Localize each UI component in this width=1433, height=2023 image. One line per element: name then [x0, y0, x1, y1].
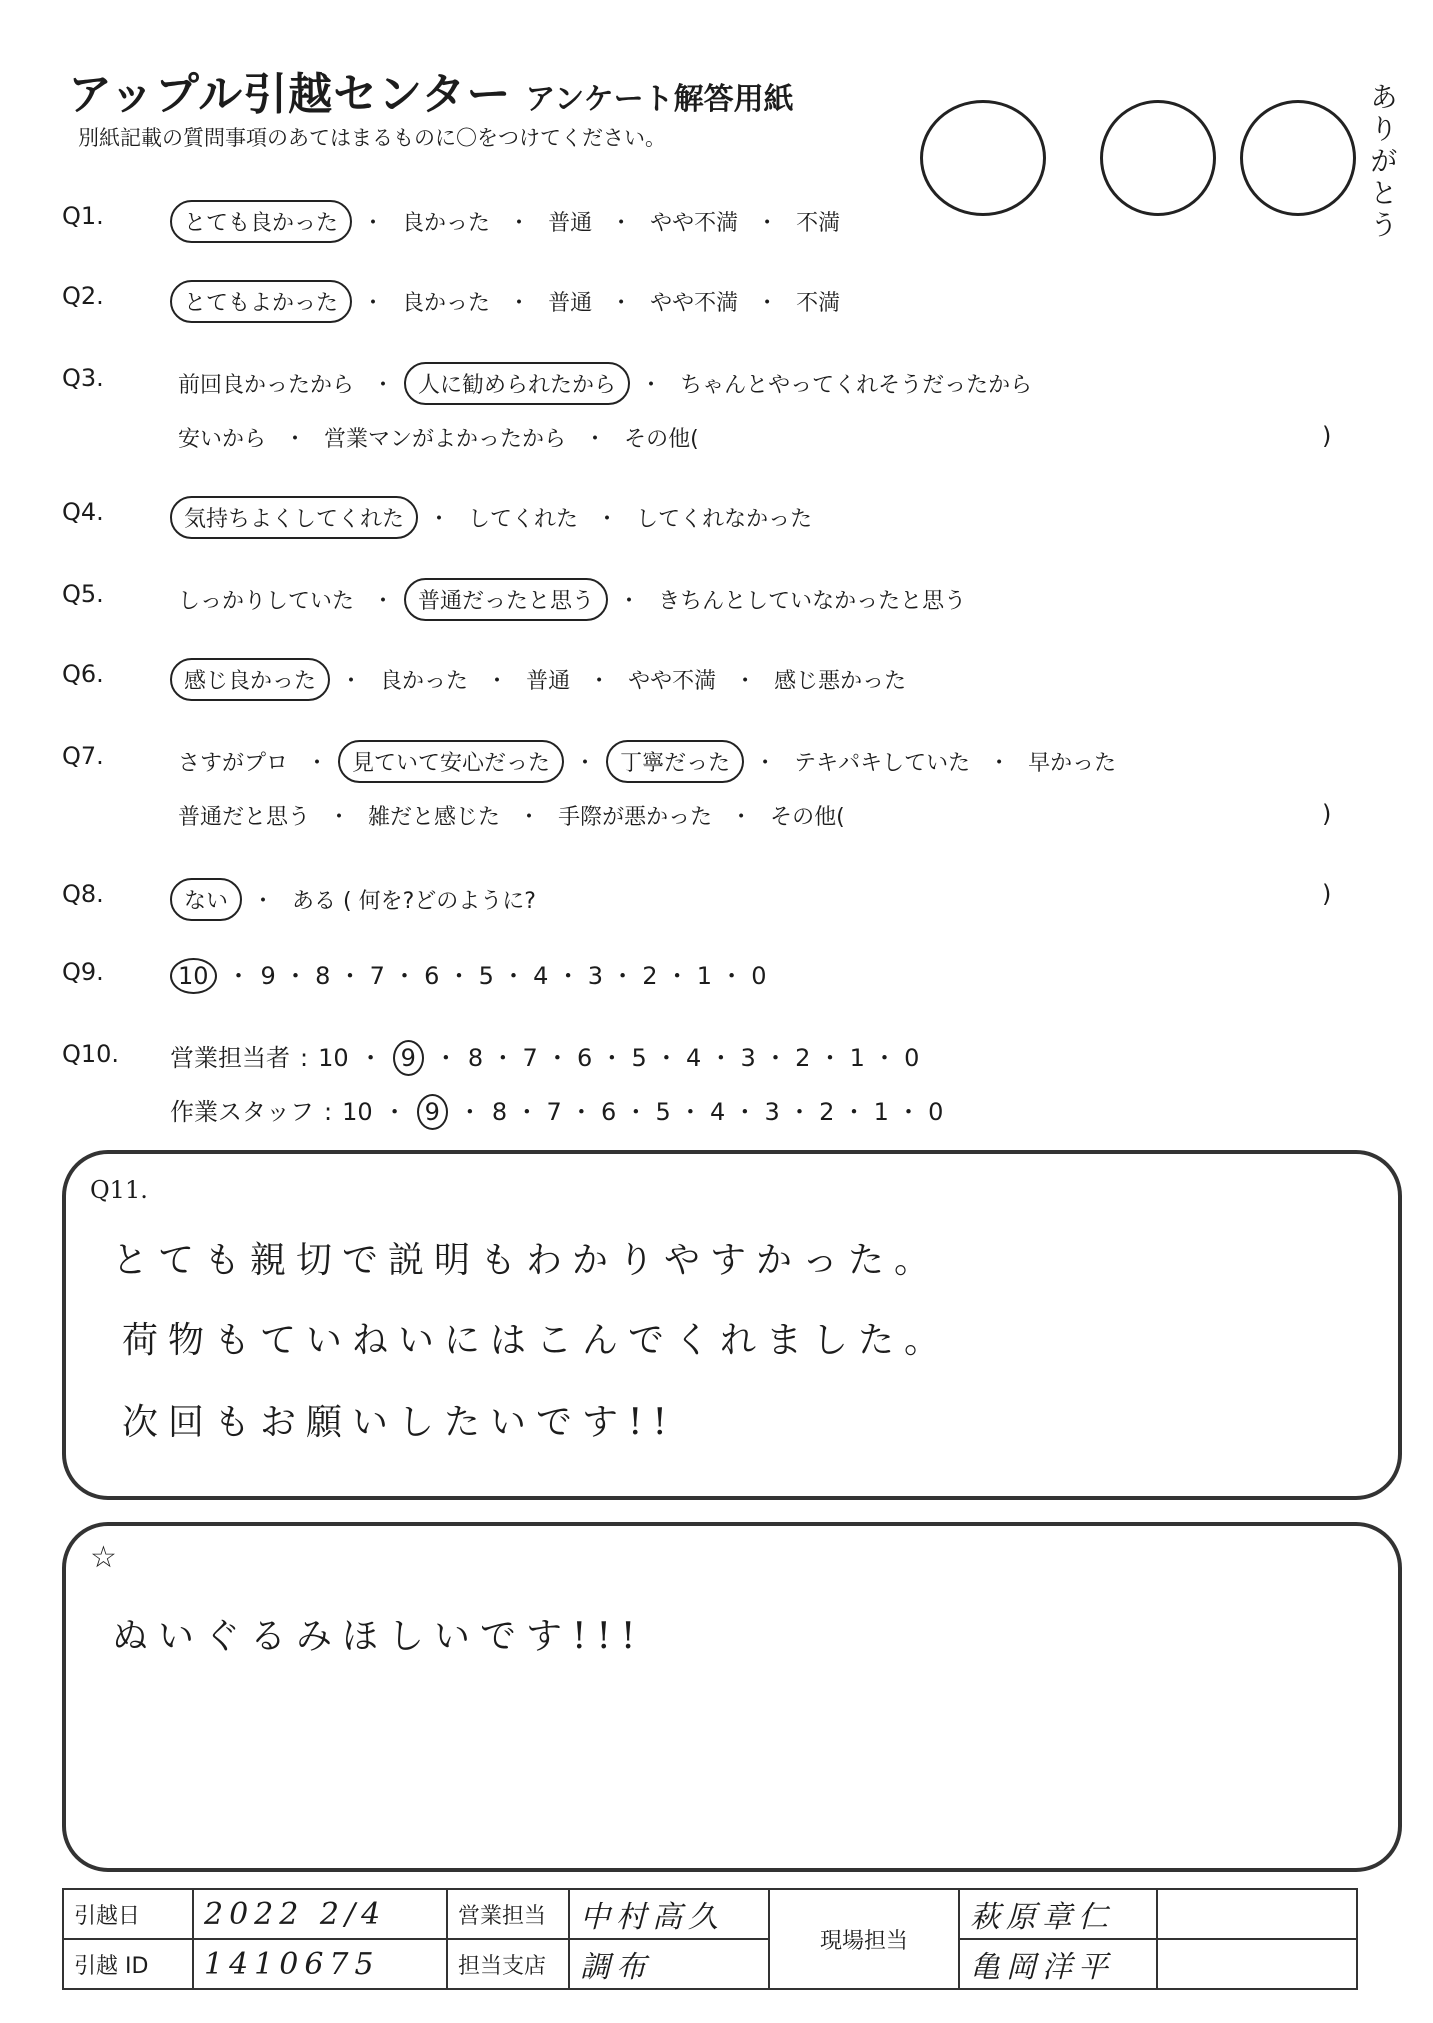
move-date-value: 2022 2/4: [193, 1889, 447, 1939]
q11-answer-line: 次回もお願いしたいです!!: [122, 1402, 677, 1443]
company-name: アップル引越センター: [68, 69, 512, 120]
monkey-mascot-icon: [920, 100, 1046, 216]
q7-options-row2: 普通だと思う ・ 雑だと感じた ・ 手際が悪かった ・ その他(: [170, 798, 853, 833]
q10-row-sales: 営業担当者 : 10 ・ 9 ・ 8 ・ 7 ・ 6 ・ 5 ・ 4 ・ 3 ・ 2 ・ 1 ・ 0: [170, 1038, 919, 1073]
sales-rep-label: 営業担当: [447, 1889, 569, 1939]
q1-option[interactable]: 普通: [548, 211, 593, 236]
q7-option[interactable]: さすがプロ: [178, 751, 289, 776]
move-date-label: 引越日: [63, 1889, 193, 1939]
star-icon: ☆: [90, 1540, 117, 1575]
q3-close-paren: ): [1322, 422, 1332, 450]
form-title: [68, 58, 794, 122]
q6-option-selected[interactable]: 感じ良かった: [170, 658, 330, 701]
q8-label: Q8.: [62, 880, 104, 908]
move-id-value: 1410675: [193, 1939, 447, 1989]
q1-options: とても良かった ・ 良かった ・ 普通 ・ やや不満 ・ 不満: [170, 200, 848, 243]
q4-option[interactable]: してくれなかった: [636, 507, 813, 532]
q8-options: ない ・ ある ( 何を?どのように?: [170, 878, 544, 921]
q5-option[interactable]: きちんとしていなかったと思う: [658, 589, 967, 614]
monkey-mascot-icon: [1100, 100, 1216, 216]
q3-options-row2: 安いから ・ 営業マンがよかったから ・ その他(: [170, 420, 707, 455]
q3-option-other[interactable]: その他(: [624, 427, 699, 452]
branch-value: 調布: [569, 1939, 769, 1989]
extra-cell: [1157, 1889, 1357, 1939]
q7-option[interactable]: 早かった: [1028, 751, 1117, 776]
q9-score-selected[interactable]: 10: [170, 958, 217, 994]
q3-option[interactable]: 安いから: [178, 427, 267, 452]
free-comment-text: ぬいぐるみほしいです!!!: [112, 1616, 646, 1657]
branch-label: 担当支店: [447, 1939, 569, 1989]
q11-label: Q11.: [90, 1176, 148, 1204]
q5-label: Q5.: [62, 580, 104, 608]
q7-options-row1: さすがプロ ・ 見ていて安心だった ・ 丁寧だった ・ テキパキしていた ・ 早かった: [170, 740, 1124, 783]
q10-sales-label: 営業担当者: [170, 1044, 290, 1072]
q2-option[interactable]: 普通: [548, 291, 593, 316]
q6-label: Q6.: [62, 660, 104, 688]
sales-rep-value: 中村高久: [569, 1889, 769, 1939]
q8-option-selected[interactable]: ない: [170, 878, 242, 921]
move-id-label: 引越 ID: [63, 1939, 193, 1989]
q7-label: Q7.: [62, 742, 104, 770]
q3-option-selected[interactable]: 人に勧められたから: [404, 362, 630, 405]
q10-staff-score-selected[interactable]: 9: [417, 1094, 448, 1130]
q7-option-other[interactable]: その他(: [770, 805, 845, 830]
q3-label: Q3.: [62, 364, 104, 392]
q8-close-paren: ): [1322, 880, 1332, 908]
q5-option[interactable]: しっかりしていた: [178, 589, 355, 614]
q4-option-selected[interactable]: 気持ちよくしてくれた: [170, 496, 418, 539]
form-subtitle: アンケート解答用紙: [525, 82, 794, 117]
q3-options-row1: 前回良かったから ・ 人に勧められたから ・ ちゃんとやってくれそうだったから: [170, 362, 1040, 405]
q7-option-selected[interactable]: 丁寧だった: [606, 740, 744, 783]
q1-option-selected[interactable]: とても良かった: [170, 200, 352, 243]
move-info-table: [62, 1888, 1358, 1990]
q3-option[interactable]: 前回良かったから: [178, 373, 355, 398]
q2-options: とてもよかった ・ 良かった ・ 普通 ・ やや不満 ・ 不満: [170, 280, 848, 323]
q6-option[interactable]: やや不満: [628, 669, 717, 694]
q3-option[interactable]: ちゃんとやってくれそうだったから: [680, 373, 1033, 398]
site-staff-value: 萩原章仁: [959, 1889, 1157, 1939]
q4-options: 気持ちよくしてくれた ・ してくれた ・ してくれなかった: [170, 496, 820, 539]
q10-sales-score-selected[interactable]: 9: [393, 1040, 424, 1076]
q6-options: 感じ良かった ・ 良かった ・ 普通 ・ やや不満 ・ 感じ悪かった: [170, 658, 914, 701]
q1-option[interactable]: やや不満: [650, 211, 739, 236]
q4-option[interactable]: してくれた: [468, 507, 579, 532]
q3-option[interactable]: 営業マンがよかったから: [324, 427, 567, 452]
site-staff-value: 亀岡洋平: [959, 1939, 1157, 1989]
q6-option[interactable]: 感じ悪かった: [774, 669, 907, 694]
q1-option[interactable]: 良かった: [402, 211, 491, 236]
site-staff-label: 現場担当: [769, 1889, 959, 1989]
q10-label: Q10.: [62, 1040, 120, 1068]
q4-label: Q4.: [62, 498, 104, 526]
q5-options: しっかりしていた ・ 普通だったと思う ・ きちんとしていなかったと思う: [170, 578, 974, 621]
free-comment-box[interactable]: [62, 1522, 1402, 1872]
q10-row-staff: 作業スタッフ : 10 ・ 9 ・ 8 ・ 7 ・ 6 ・ 5 ・ 4 ・ 3 ・ 2 ・ 1 ・ 0: [170, 1092, 943, 1127]
q2-option-selected[interactable]: とてもよかった: [170, 280, 352, 323]
q7-option[interactable]: テキパキしていた: [794, 751, 971, 776]
mascot-text: ありがとう: [1366, 82, 1399, 242]
q7-close-paren: ): [1322, 800, 1332, 828]
q10-staff-score[interactable]: 10: [342, 1098, 373, 1126]
q10-sales-score[interactable]: 10: [318, 1044, 349, 1072]
q10-staff-score-options[interactable]: 8 ・ 7 ・ 6 ・ 5 ・ 4 ・ 3 ・ 2 ・ 1 ・ 0: [491, 1098, 944, 1126]
q2-option[interactable]: 良かった: [402, 291, 491, 316]
q2-option[interactable]: やや不満: [650, 291, 739, 316]
q7-option-selected[interactable]: 見ていて安心だった: [338, 740, 564, 783]
q2-option[interactable]: 不満: [796, 291, 841, 316]
q6-option[interactable]: 良かった: [380, 669, 469, 694]
q9-score-options[interactable]: 9 ・ 8 ・ 7 ・ 6 ・ 5 ・ 4 ・ 3 ・ 2 ・ 1 ・ 0: [260, 962, 767, 990]
q9-scale: 10 ・ 9 ・ 8 ・ 7 ・ 6 ・ 5 ・ 4 ・ 3 ・ 2 ・ 1 ・ 0: [170, 956, 767, 994]
monkey-mascot-icon: [1240, 100, 1356, 216]
q7-option[interactable]: 普通だと思う: [178, 805, 311, 830]
q7-option[interactable]: 雑だと感じた: [368, 805, 501, 830]
q7-option[interactable]: 手際が悪かった: [558, 805, 713, 830]
q8-option[interactable]: ある ( 何を?どのように?: [292, 889, 536, 914]
q5-option-selected[interactable]: 普通だったと思う: [404, 578, 608, 621]
q11-answer-line: 荷物もていねいにはこんでくれました。: [122, 1320, 951, 1361]
instructions: 別紙記載の質問事項のあてはまるものに〇をつけてください。: [78, 126, 666, 150]
extra-cell: [1157, 1939, 1357, 1989]
q10-staff-label: 作業スタッフ: [170, 1098, 314, 1126]
q6-option[interactable]: 普通: [526, 669, 571, 694]
q1-label: Q1.: [62, 202, 104, 230]
q9-label: Q9.: [62, 958, 104, 986]
q10-sales-score-options[interactable]: 8 ・ 7 ・ 6 ・ 5 ・ 4 ・ 3 ・ 2 ・ 1 ・ 0: [467, 1044, 920, 1072]
q2-label: Q2.: [62, 282, 104, 310]
q1-option[interactable]: 不満: [796, 211, 841, 236]
q11-answer-line: とても親切で説明もわかりやすかった。: [112, 1240, 941, 1281]
